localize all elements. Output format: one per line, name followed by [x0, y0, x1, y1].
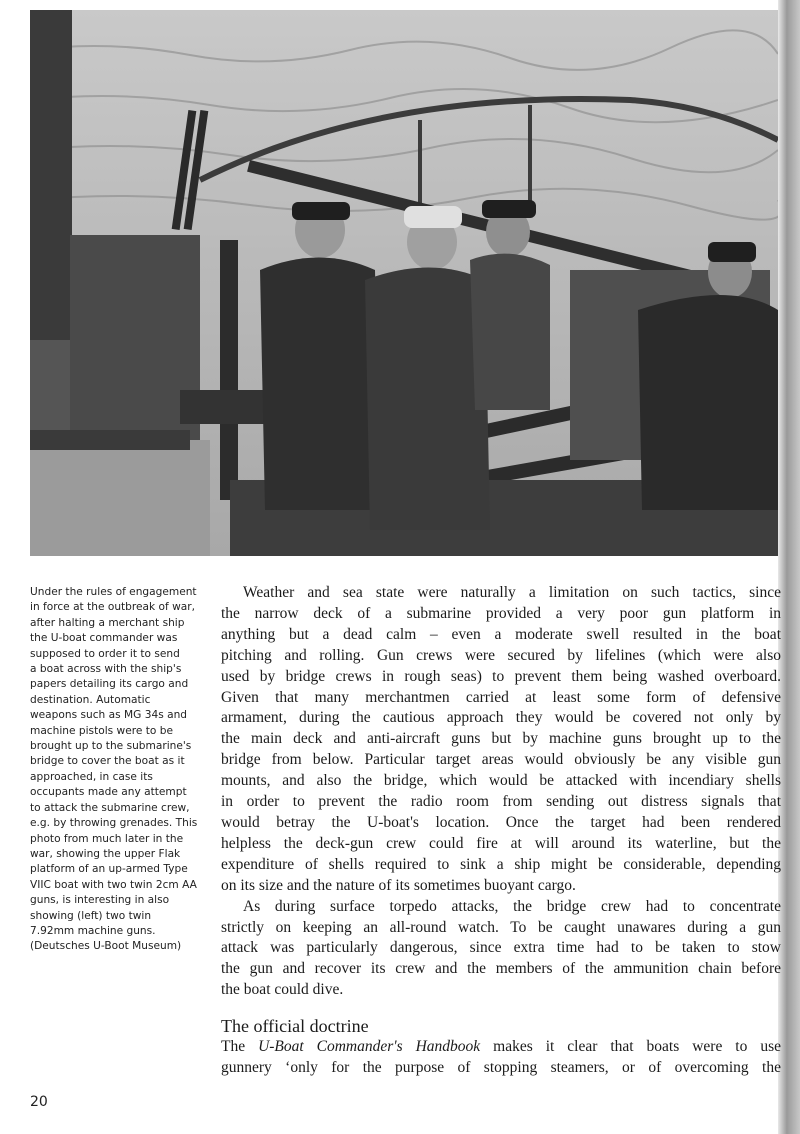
caption-line: destination. Automatic [30, 693, 151, 706]
text-line: the narrow deck of a submarine provided a very poor gun platform in [221, 604, 781, 622]
caption-line: 7.92mm machine guns. [30, 924, 156, 937]
paragraph-3 [221, 1037, 781, 1079]
caption-line: after halting a merchant ship [30, 616, 185, 629]
caption-line: weapons such as MG 34s and [30, 709, 188, 722]
caption-line: approached, in case its [30, 770, 153, 783]
caption-line: VIIC boat with two twin 2cm AA [30, 878, 197, 891]
section-heading: The official doctrine [221, 1016, 369, 1037]
text-line: gunnery ‘only for the purpose of stopping steamers, or of overcoming the [221, 1059, 781, 1077]
text-line: strictly on keeping an all-round watch. To be caught unawares during a gun [221, 918, 781, 936]
caption-line: platform of an up-armed Type [30, 863, 188, 876]
text-line: bridge from below. Particular target areas would obviously be any visible gun [221, 751, 781, 769]
text-line: Weather and sea state were naturally a limitation on such tactics, since [243, 584, 781, 601]
text-line: the gun and recover its crew and the members of the ammunition chain before [221, 960, 781, 978]
main-body-text [221, 583, 781, 1079]
book-title: U-Boat Commander's Handbook [258, 1038, 481, 1056]
caption-line: to attack the submarine crew, [30, 801, 190, 814]
caption-line: e.g. by throwing grenades. This [30, 817, 198, 830]
text-line: on its size and the nature of its sometimes buoyant cargo. [221, 876, 576, 894]
caption-line: Under the rules of engagement [30, 586, 197, 598]
text-line: As during surface torpedo attacks, the bridge crew had to concentrate [243, 897, 781, 915]
text-line: armament, during the cautious approach they would be covered not only by [221, 709, 781, 727]
paragraph-2 [221, 897, 781, 1002]
caption-line: supposed to order it to send [30, 647, 180, 660]
text-line [221, 1037, 781, 1058]
page-edge-shadow [778, 0, 800, 1134]
text-line: Given that many merchantmen carried at least some form of defensive [221, 688, 781, 706]
text-line: would betray the U-boat's location. Once the target had been rendered [221, 813, 781, 831]
text-line: the main deck and anti-aircraft guns but by machine guns brought up to the [221, 730, 781, 748]
caption-line: a boat across with the ship's [30, 663, 182, 676]
caption-line: machine pistols were to be [30, 724, 173, 737]
caption-line: the U-boat commander was [30, 632, 178, 645]
caption-line: war, showing the upper Flak [30, 847, 181, 860]
photo-illustration [30, 10, 778, 556]
uboat-crew-photo [30, 10, 778, 556]
caption-line: bridge to cover the boat as it [30, 755, 185, 768]
text-line: helpless the deck-gun crew could fire at will around its waterline, but the [221, 834, 781, 852]
caption-line: papers detailing its cargo and [30, 678, 189, 691]
text-line: used by bridge crews in rough seas) to prevent them being washed overboard. [221, 667, 781, 685]
caption-line: brought up to the submarine's [30, 740, 192, 753]
caption-line: showing (left) two twin [30, 909, 152, 922]
caption-line: (Deutsches U-Boot Museum) [30, 940, 182, 953]
caption-line: photo from much later in the [30, 832, 184, 845]
text-line: pitching and rolling. Gun crews were secured by lifelines (which were also [221, 646, 781, 664]
text-line: expenditure of shells required to sink a ship might be considerable, depending [221, 855, 781, 873]
caption-line: occupants made any attempt [30, 786, 187, 799]
text-fragment: The [221, 1038, 259, 1056]
text-line: in order to prevent the radio room from sending out distress signals that [221, 793, 781, 811]
text-line: attack was particularly dangerous, since extra time had to be taken to stow [221, 939, 781, 957]
text-line: anything but a dead calm – even a moderate swell resulted in the boat [221, 625, 781, 643]
text-line: the boat could dive. [221, 981, 344, 999]
text-fragment: makes it clear that boats were to use [480, 1038, 781, 1056]
caption-line: guns, is interesting in also [30, 894, 170, 907]
page-number: 20 [30, 1094, 48, 1110]
text-line: mounts, and also the bridge, which would be attacked with incendiary shells [221, 772, 781, 790]
photo-caption [30, 585, 200, 955]
caption-line: in force at the outbreak of war, [30, 601, 195, 614]
paragraph-1 [221, 583, 781, 897]
